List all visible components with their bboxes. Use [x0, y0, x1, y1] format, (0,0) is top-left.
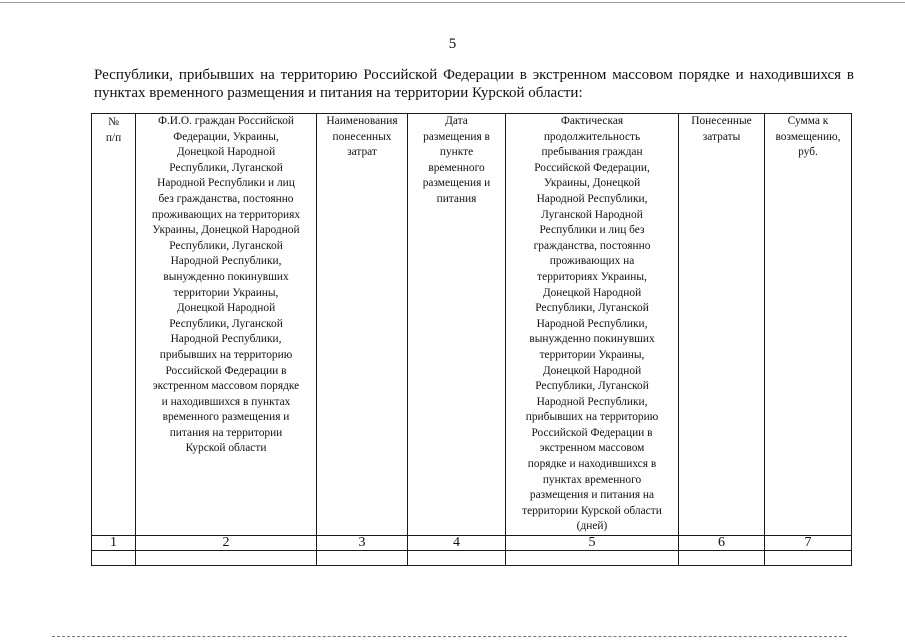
column-number-cell: 5 [506, 536, 679, 551]
column-number-cell: 4 [408, 536, 506, 551]
header-line: Республики, Луганской [535, 302, 649, 315]
header-line: Донецкой Народной [542, 286, 642, 299]
header-line: Донецкой Народной [542, 364, 642, 377]
header-line: Республики, Луганской [169, 161, 283, 174]
header-line: экстренном массовом порядке [152, 380, 300, 393]
header-line: Украины, Донецкой [543, 177, 641, 190]
header-line: Донецкой Народной [176, 146, 276, 159]
header-line: проживающих на территориях [151, 208, 301, 221]
header-col-number [92, 114, 136, 536]
header-line: питания [436, 192, 477, 205]
header-line: вынужденно покинувших [163, 270, 289, 283]
header-line: Народной Республики, [170, 333, 282, 346]
header-line: экстренном массовом [539, 442, 645, 455]
empty-cell[interactable] [408, 551, 506, 566]
header-col-stay-duration [506, 114, 679, 536]
header-line: Фактическая [560, 115, 624, 127]
empty-cell[interactable] [679, 551, 765, 566]
header-line: территориях Украины, [537, 270, 647, 283]
header-line: Курской области [185, 442, 267, 455]
header-line: п/п [105, 131, 122, 144]
header-line: Народной Республики, [536, 192, 648, 205]
header-line: Российской Федерации, [534, 161, 650, 174]
header-line: пунктах временного [542, 473, 642, 486]
header-line: прибывших на территорию [159, 348, 293, 361]
header-line: Дата [445, 115, 468, 127]
header-line: временного размещения и [162, 411, 290, 424]
column-number-cell: 3 [317, 536, 408, 551]
header-line: Наименования [326, 115, 398, 127]
header-line: затрат [347, 146, 377, 159]
page-number: 5 [448, 36, 457, 52]
header-col-full-name [136, 114, 317, 536]
header-line: Республики, Луганской [535, 380, 649, 393]
header-line: проживающих на [549, 255, 635, 268]
scan-top-edge [0, 2, 905, 3]
header-col-expenses-incurred [679, 114, 765, 536]
header-line: Народной Республики, [536, 395, 648, 408]
column-number-cell: 6 [679, 536, 765, 551]
header-line: и находившихся в пунктах [161, 395, 291, 408]
header-line: пребывания граждан [541, 146, 643, 159]
header-line: Российской Федерации в [165, 364, 287, 377]
header-col-placement-date [408, 114, 506, 536]
intro-line-1: Республики, прибывших на территорию Российской Федерации в экстренном массовом порядке и находившихся в [94, 67, 854, 83]
header-line: территории Украины, [173, 286, 279, 299]
header-col-refund-amount [765, 114, 852, 536]
header-line: Донецкой Народной [176, 302, 276, 315]
empty-cell[interactable] [506, 551, 679, 566]
header-col-expense-names [317, 114, 408, 536]
column-number-cell: 1 [92, 536, 136, 551]
header-line: гражданства, постоянно [533, 239, 651, 252]
empty-cell[interactable] [92, 551, 136, 566]
header-line: размещения в [423, 130, 490, 143]
header-line: питания на территории [169, 426, 283, 439]
column-number-cell: 2 [136, 536, 317, 551]
intro-line-2: пунктах временного размещения и питания на территории Курской области: [94, 85, 583, 101]
header-line: (дней) [576, 520, 608, 533]
header-line: Республики, Луганской [169, 239, 283, 252]
header-line: Народной Республики и лиц [157, 177, 295, 190]
empty-data-row [92, 551, 852, 566]
header-line: пункте [439, 146, 474, 159]
header-line: размещения и питания на [529, 489, 655, 502]
header-line: Российской Федерации в [531, 426, 653, 439]
header-line: Федерации, Украины, [173, 130, 279, 143]
column-number-cell: 7 [765, 536, 852, 551]
header-line: вынужденно покинувших [529, 333, 655, 346]
header-line: без гражданства, постоянно [158, 192, 294, 205]
header-line: продолжительность [543, 130, 641, 143]
header-row [92, 114, 852, 536]
empty-cell[interactable] [136, 551, 317, 566]
scan-footer-rule [52, 636, 847, 637]
header-line: Республики, Луганской [169, 317, 283, 330]
header-line: Украины, Донецкой Народной [152, 224, 300, 237]
header-line: размещения и [422, 177, 491, 190]
header-line: Республики и лиц без [539, 224, 645, 237]
header-line: порядке и находившихся в [527, 458, 657, 471]
empty-cell[interactable] [317, 551, 408, 566]
header-line: Ф.И.О. граждан Российской [157, 115, 295, 127]
empty-cell[interactable] [765, 551, 852, 566]
header-line: Луганской Народной [541, 208, 643, 221]
header-line: временного [428, 161, 485, 174]
intro-paragraph [94, 66, 854, 102]
reimbursement-table [91, 113, 852, 566]
header-line: прибывших на территорию [525, 411, 659, 424]
header-line: затраты [702, 130, 741, 143]
header-line: понесенных [332, 130, 392, 143]
header-line: Понесенные [691, 115, 752, 127]
header-line: Сумма к [787, 115, 829, 127]
header-line: Народной Республики, [170, 255, 282, 268]
header-line: территории Курской области [522, 504, 662, 517]
header-line: возмещению, [775, 130, 841, 143]
header-line: территории Украины, [539, 348, 645, 361]
header-line: Народной Республики, [536, 317, 648, 330]
header-line: № [108, 116, 119, 128]
header-line: руб. [798, 146, 818, 159]
column-number-row [92, 536, 852, 551]
